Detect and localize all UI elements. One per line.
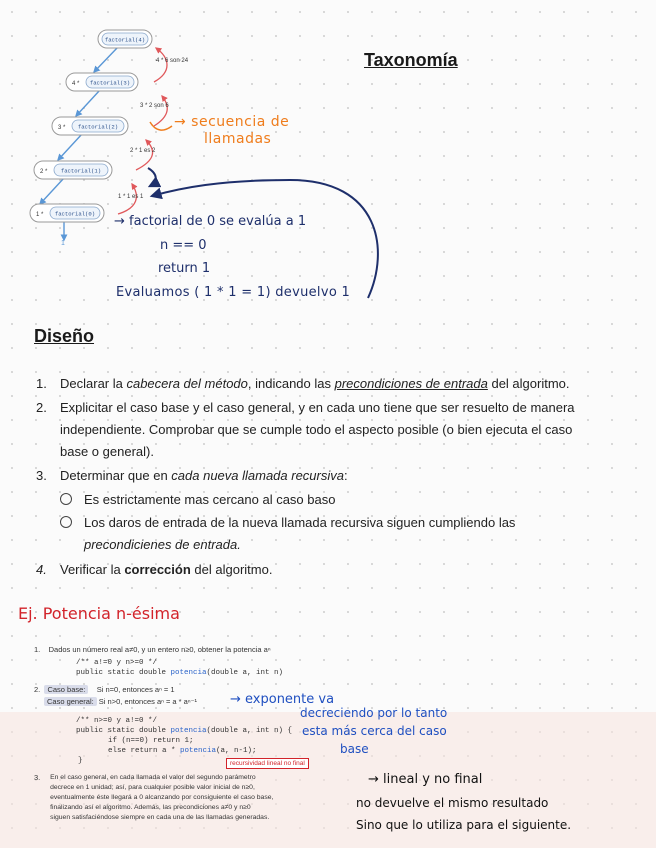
node-prefix: 4 * [72,81,80,87]
recursion-node [98,30,152,48]
radio-circle-icon [60,516,72,528]
return-label-4: 4 * 6 son 24 [156,58,189,64]
base-value-label: 1 [61,240,65,247]
example-step-2-base: 2. Caso base: Si n=0, entonces aⁿ = 1 [34,685,175,694]
design-title: Diseño [34,326,95,346]
note-sequence-line1: → secuencia de [174,114,290,130]
return-label-3: 3 * 2 son 6 [140,103,169,109]
hand-note-base: base [340,742,369,756]
design-subitem-2: Los daros de entrada de la nueva llamada recursiva siguen cumpliendo las precondicienes de entrada. [60,512,515,556]
example-step-3: 3. En el caso general, en cada llamada el valor del segundo parámetro decrece en 1 unidad; así, para cualquier posible valor inicial de n≥0, eventualmente éste llegará a 0 alcanzando por consiguiente el caso base, finalizando así el algoritmo. Además, las precondiciones a≠0 y n≥0 siguen satisfaciéndose siempre en cada una de las llamadas generadas. [34,773,274,821]
node-call-label: factorial(2) [77,123,119,131]
example-step-1: 1. Dados un número real a≠0, y un entero n≥0, obtener la potencia aⁿ [34,645,271,654]
radio-circle-icon [60,493,72,505]
example-title: Ej. Potencia n-ésima [18,604,180,623]
call-arrow [58,134,82,160]
note-sequence-line2: llamadas [204,131,272,147]
page-title: Taxonomía [364,50,458,70]
node-call-label: factorial(0) [54,210,96,218]
node-call-label: factorial(1) [60,167,102,175]
node-call-label: factorial(4) [104,36,146,44]
recursion-node [34,161,112,179]
node-prefix: 3 * [58,125,66,131]
note-condition: n == 0 [160,238,207,253]
note-base-case: → factorial de 0 se evalúa a 1 [114,214,307,229]
call-arrow [40,178,64,204]
example-step-2-general: Caso general: Si n>0, entonces aⁿ = a * aⁿ⁻¹ [44,697,197,707]
return-label-1: 1 * 1 es 1 [118,194,144,200]
design-item-4: 4. Verificar la corrección del algoritmo. [36,562,273,577]
return-label-2: 2 * 1 es 2 [130,148,156,154]
design-item-1: 1. Declarar la cabecera del método, indicando las precondiciones de entrada del algoritmo. [36,376,570,391]
design-item-2: 2. Explicitar el caso base y el caso general, y en cada uno tiene que ser resuelto de manera independiente. Comprobar que se cumple todo el aspecto posible (o bien ejecuta el caso base o general). [36,400,575,459]
recursion-diagram [0,0,656,320]
recursion-node [52,117,128,135]
node-prefix: 2 * [40,169,48,175]
note-return: return 1 [158,261,211,276]
example-code-block: /** n>=0 y a!=0 */ public static double potencia(double a, int n) { if (n==0) return 1; else return a * potencia(a, n-1); } [76,717,293,765]
call-arrow [76,90,100,116]
node-prefix: 1 * [36,212,44,218]
hand-note-no-return: no devuelve el mismo resultado [356,796,549,810]
recursion-node [66,73,138,91]
hand-note-decreasing: decreciendo por lo tanto [300,706,448,720]
recursion-node [30,204,104,222]
call-arrow [94,47,118,72]
hand-note-linear: → lineal y no final [368,772,483,787]
hand-note-closer: esta más cerca del caso [302,724,447,738]
node-call-label: factorial(3) [89,79,131,87]
navy-hook [148,168,156,186]
recursion-type-badge: recursividad lineal no final [226,758,309,769]
example-step-1-code: /** a!=0 y n>=0 */ public static double potencia(double a, int n) [76,659,284,677]
design-item-3: 3. Determinar que en cada nueva llamada recursiva: [36,468,348,483]
design-subitem-1: Es estrictamente mas cercano al caso baso [60,489,335,511]
note-evaluate: Evaluamos ( 1 * 1 = 1) devuelvo 1 [116,285,351,300]
hand-note-uses-result: Sino que lo utiliza para el siguiente. [356,818,572,832]
orange-bracket [150,122,172,130]
hand-note-exponent: → exponente va [230,692,335,707]
